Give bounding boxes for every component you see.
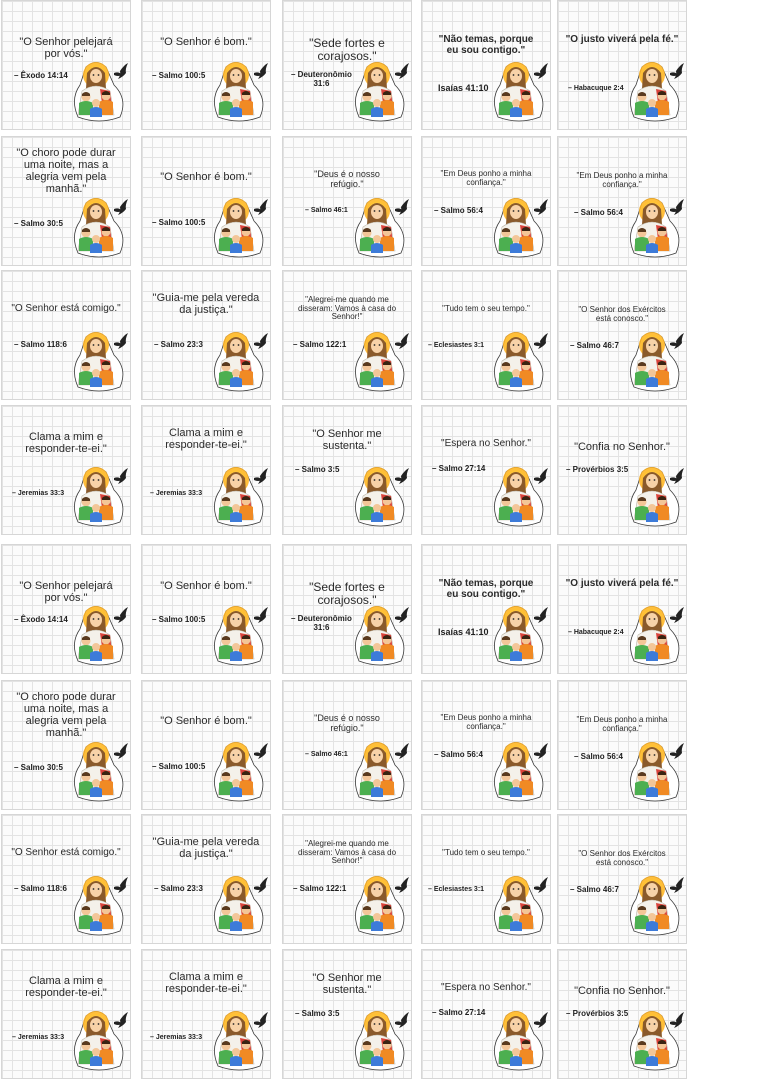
jesus-children-illustration [622,873,687,939]
jesus-children-illustration [486,603,551,669]
verse-reference: – Salmo 46:7 [570,885,619,894]
jesus-children-illustration [66,739,131,805]
jesus-children-illustration [206,603,271,669]
verse-quote: Clama a mim e responder-te-ei." [25,431,107,455]
verse-reference: – Salmo 100:5 [152,615,206,624]
verse-quote: Clama a mim e responder-te-ei." [25,975,107,999]
jesus-children-illustration [486,195,551,261]
verse-reference: – Salmo 46:1 [305,751,348,758]
verse-reference: – Eclesiastes 3:1 [428,886,485,893]
jesus-children-illustration [206,464,271,530]
jesus-children-illustration [347,59,412,125]
verse-card [1,680,131,810]
verse-reference: – Salmo 122:1 [293,884,347,893]
verse-quote: "Alegrei-me quando me disseram: Vamos à casa do Senhor!" [297,295,397,322]
verse-card [141,136,271,266]
verse-card [1,949,131,1079]
verse-card [1,405,131,535]
verse-quote: "Sede fortes e corajosos." [309,580,385,607]
verse-card [557,270,687,400]
verse-quote: "Guia-me pela vereda da justiça." [152,292,260,316]
verse-card [421,544,551,674]
verse-quote: "Em Deus ponho a minha confiança." [576,715,668,733]
verse-reference: – Deuteronômio 31:6 [291,614,352,632]
verse-card [421,405,551,535]
verse-reference: – Jeremias 33:3 [12,490,65,497]
verse-card [421,949,551,1079]
verse-quote: "O Senhor é bom." [160,36,252,48]
jesus-children-illustration [206,739,271,805]
verse-card [282,136,412,266]
verse-card [282,680,412,810]
verse-reference: – Salmo 56:4 [574,752,623,761]
verse-reference: – Salmo 100:5 [152,762,206,771]
verse-reference: – Jeremias 33:3 [12,1034,65,1041]
verse-card [1,136,131,266]
verse-card [141,949,271,1079]
verse-card [557,136,687,266]
verse-card [557,544,687,674]
verse-quote: "O Senhor pelejará por vós." [19,36,113,60]
verse-reference: – Salmo 56:4 [574,208,623,217]
verse-quote: Clama a mim e responder-te-ei." [165,427,247,451]
verse-reference: – Salmo 27:14 [432,1008,486,1017]
verse-card [557,814,687,944]
jesus-children-illustration [347,739,412,805]
jesus-children-illustration [622,603,687,669]
verse-card [557,405,687,535]
jesus-children-illustration [347,603,412,669]
verse-card [421,136,551,266]
verse-card [282,544,412,674]
verse-reference: – Habacuque 2:4 [568,629,624,636]
verse-reference: – Salmo 23:3 [154,884,203,893]
verse-card [141,270,271,400]
jesus-children-illustration [486,464,551,530]
jesus-children-illustration [622,464,687,530]
verse-card [421,0,551,130]
jesus-children-illustration [347,329,412,395]
jesus-children-illustration [347,873,412,939]
verse-card [557,0,687,130]
jesus-children-illustration [66,603,131,669]
verse-card [282,0,412,130]
jesus-children-illustration [66,1008,131,1074]
verse-quote: "Espera no Senhor." [441,438,531,449]
verse-quote: "O choro pode durar uma noite, mas a alegria vem pela manhã." [16,147,116,195]
verse-quote: "Confia no Senhor." [574,985,670,997]
jesus-children-illustration [66,464,131,530]
verse-quote: "Em Deus ponho a minha confiança." [576,171,668,189]
verse-reference: – Jeremias 33:3 [150,1034,203,1041]
verse-reference: – Provérbios 3:5 [566,1009,629,1018]
verse-reference: – Salmo 30:5 [14,763,63,772]
verse-reference: – Salmo 23:3 [154,340,203,349]
jesus-children-illustration [66,873,131,939]
jesus-children-illustration [206,59,271,125]
verse-quote: "Confia no Senhor." [574,441,670,453]
verse-reference: – Provérbios 3:5 [566,465,629,474]
jesus-children-illustration [486,329,551,395]
jesus-children-illustration [622,1008,687,1074]
verse-quote: "Em Deus ponho a minha confiança." [440,713,532,731]
verse-card [557,680,687,810]
jesus-children-illustration [347,464,412,530]
verse-reference: – Habacuque 2:4 [568,85,624,92]
jesus-children-illustration [347,195,412,261]
verse-card [141,405,271,535]
verse-quote: "O Senhor está comigo." [11,847,121,858]
jesus-children-illustration [622,739,687,805]
verse-card [282,405,412,535]
verse-reference: – Salmo 3:5 [295,1009,340,1018]
verse-reference: – Salmo 100:5 [152,218,206,227]
verse-quote: "O justo viverá pela fé." [565,578,679,589]
verse-quote: "Não temas, porque eu sou contigo." [438,578,534,600]
jesus-children-illustration [347,1008,412,1074]
verse-card [141,680,271,810]
verse-quote: "O Senhor pelejará por vós." [19,580,113,604]
verse-quote: "O Senhor é bom." [160,580,252,592]
verse-quote: "Deus é o nosso refúgio." [314,713,380,733]
verse-quote: "O Senhor está comigo." [11,303,121,314]
jesus-children-illustration [206,195,271,261]
verse-quote: "Guia-me pela vereda da justiça." [152,836,260,860]
verse-reference: – Salmo 122:1 [293,340,347,349]
verse-card [421,270,551,400]
jesus-children-illustration [486,739,551,805]
verse-card [421,814,551,944]
verse-quote: "O choro pode durar uma noite, mas a alegria vem pela manhã." [16,691,116,739]
verse-reference: – Salmo 3:5 [295,465,340,474]
jesus-children-illustration [206,1008,271,1074]
verse-quote: "O Senhor me sustenta." [312,428,382,452]
verse-quote: "Alegrei-me quando me disseram: Vamos à casa do Senhor!" [297,839,397,866]
verse-quote: "Espera no Senhor." [441,982,531,993]
jesus-children-illustration [622,329,687,395]
verse-reference: Isaías 41:10 [438,83,489,93]
verse-card [141,544,271,674]
verse-reference: – Eclesiastes 3:1 [428,342,485,349]
verse-quote: "O Senhor dos Exércitos está conosco." [578,849,666,867]
verse-card [141,0,271,130]
verse-reference: – Salmo 100:5 [152,71,206,80]
verse-card [282,949,412,1079]
verse-card [1,0,131,130]
verse-quote: "O Senhor é bom." [160,715,252,727]
verse-card [1,544,131,674]
verse-card [421,680,551,810]
verse-reference: – Salmo 27:14 [432,464,486,473]
verse-reference: – Êxodo 14:14 [14,615,68,624]
verse-quote: "O justo viverá pela fé." [565,34,679,45]
verse-card [282,270,412,400]
verse-card [141,814,271,944]
verse-quote: "Sede fortes e corajosos." [309,36,385,63]
verse-reference: – Jeremias 33:3 [150,490,203,497]
verse-quote: "O Senhor é bom." [160,171,252,183]
jesus-children-illustration [622,59,687,125]
jesus-children-illustration [486,873,551,939]
jesus-children-illustration [66,329,131,395]
verse-reference: Isaías 41:10 [438,627,489,637]
verse-reference: – Salmo 30:5 [14,219,63,228]
jesus-children-illustration [66,59,131,125]
verse-reference: – Salmo 46:1 [305,207,348,214]
verse-quote: "Tudo tem o seu tempo." [442,304,530,313]
verse-quote: "Tudo tem o seu tempo." [442,848,530,857]
verse-reference: – Salmo 118:6 [14,340,67,349]
verse-quote: "Não temas, porque eu sou contigo." [438,34,534,56]
verse-quote: "O Senhor dos Exércitos está conosco." [578,305,666,323]
jesus-children-illustration [206,873,271,939]
verse-quote: "Em Deus ponho a minha confiança." [440,169,532,187]
verse-card [282,814,412,944]
verse-reference: – Salmo 56:4 [434,206,483,215]
verse-card [557,949,687,1079]
verse-quote: "Deus é o nosso refúgio." [314,169,380,189]
jesus-children-illustration [486,59,551,125]
verse-quote: "O Senhor me sustenta." [312,972,382,996]
verse-reference: – Deuteronômio 31:6 [291,70,352,88]
verse-card [1,270,131,400]
jesus-children-illustration [486,1008,551,1074]
verse-card [1,814,131,944]
jesus-children-illustration [66,195,131,261]
verse-reference: – Salmo 56:4 [434,750,483,759]
jesus-children-illustration [622,195,687,261]
verse-reference: – Êxodo 14:14 [14,71,68,80]
verse-quote: Clama a mim e responder-te-ei." [165,971,247,995]
verse-reference: – Salmo 118:6 [14,884,67,893]
jesus-children-illustration [206,329,271,395]
verse-reference: – Salmo 46:7 [570,341,619,350]
